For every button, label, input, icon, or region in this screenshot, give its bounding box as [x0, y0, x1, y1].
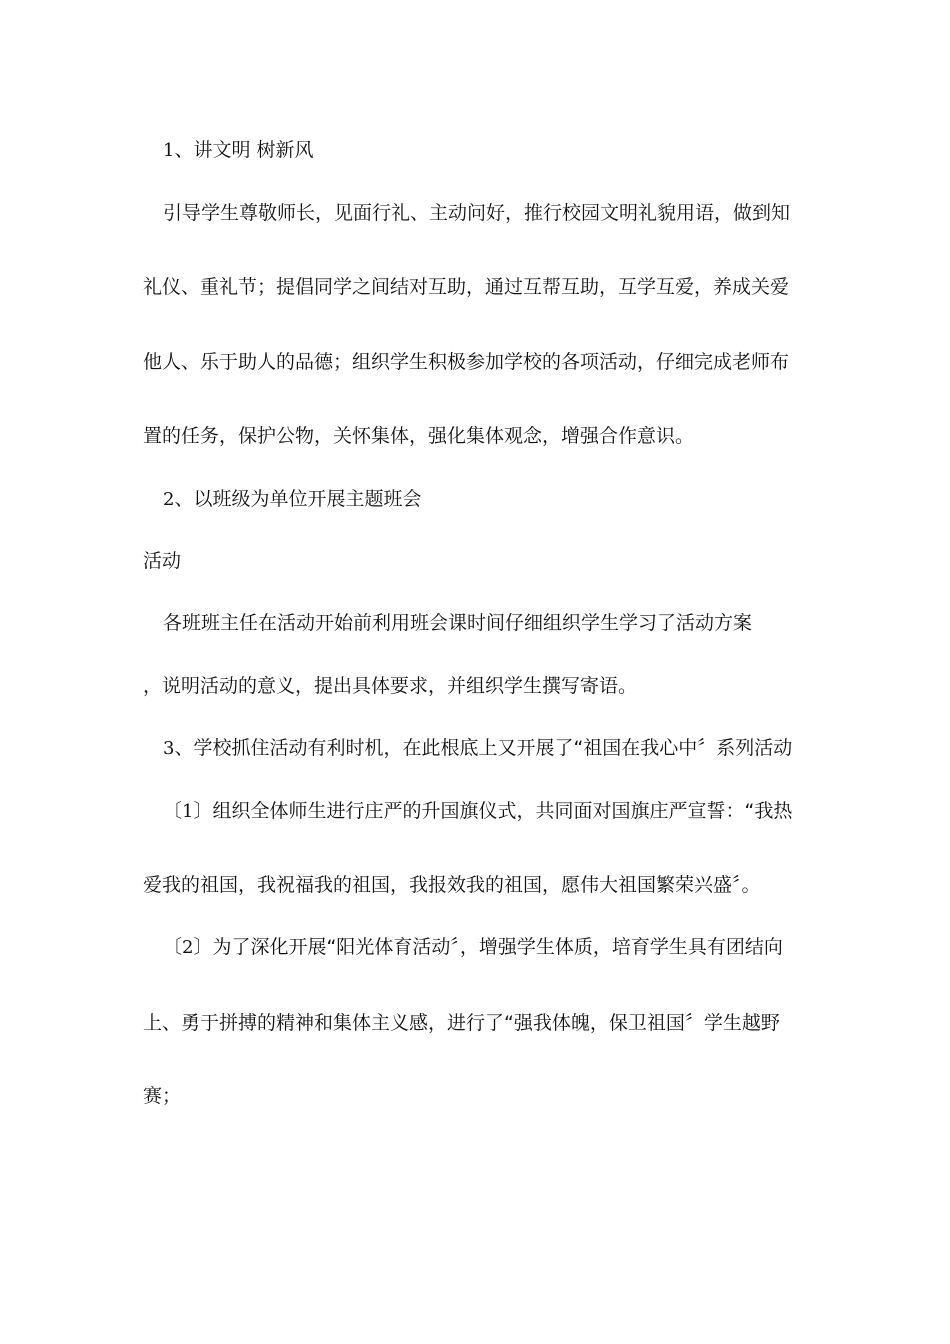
- section-3-title: 、学校抓住活动有利时机，在此根底上又开展了“祖国在我心中〞系列活动: [174, 737, 793, 759]
- paragraph-line: 赛；: [143, 1085, 182, 1107]
- section-3-number: 3: [163, 738, 175, 759]
- paragraph-line: 他人、乐于助人的品德；组织学生积极参加学校的各项活动，仔细完成老师布: [143, 351, 790, 373]
- item-2-open: 〔: [163, 936, 183, 958]
- section-1-title: 、讲文明 树新风: [174, 139, 314, 161]
- section-2-number: 2: [163, 489, 175, 510]
- item-2-text: 〕为了深化开展“阳光体育活动〞，增强学生体质，培育学生具有团结向: [193, 936, 783, 958]
- section-1-number: 1: [163, 140, 175, 161]
- paragraph-line: 礼仪、重礼节；提倡同学之间结对互助，通过互帮互助，互学互爱，养成关爱: [143, 276, 790, 298]
- section-2-heading: [163, 487, 421, 512]
- section-2-heading-cont: 活动: [143, 550, 182, 572]
- section-1-heading: [163, 138, 314, 163]
- section-2-title: 、以班级为单位开展主题班会: [174, 488, 422, 510]
- paragraph-line: 爱我的祖国，我祝福我的祖国，我报效我的祖国，愿伟大祖国繁荣兴盛〞。: [143, 874, 761, 896]
- paragraph-line: 上、勇于拼搏的精神和集体主义感，进行了“强我体魄，保卫祖国〞学生越野: [143, 1012, 780, 1034]
- item-1-open: 〔: [163, 800, 183, 822]
- paragraph-line: 各班班主任在活动开始前利用班会课时间仔细组织学生学习了活动方案: [163, 612, 753, 634]
- paragraph-line: ，说明活动的意义，提出具体要求，并组织学生撰写寄语。: [143, 675, 638, 697]
- section-3-heading: [163, 736, 792, 761]
- paragraph-line: 置的任务，保护公物，关怀集体，强化集体观念，增强合作意识。: [143, 425, 695, 447]
- paragraph-line: 引导学生尊敬师长，见面行礼、主动问好，推行校园文明礼貌用语，做到知: [163, 202, 791, 224]
- item-2-line: [163, 935, 783, 960]
- item-2-number: 2: [182, 937, 194, 958]
- item-1-text: 〕组织全体师生进行庄严的升国旗仪式，共同面对国旗庄严宣誓：“我热: [193, 800, 793, 822]
- item-1-number: 1: [182, 801, 194, 822]
- item-1-line: [163, 799, 792, 824]
